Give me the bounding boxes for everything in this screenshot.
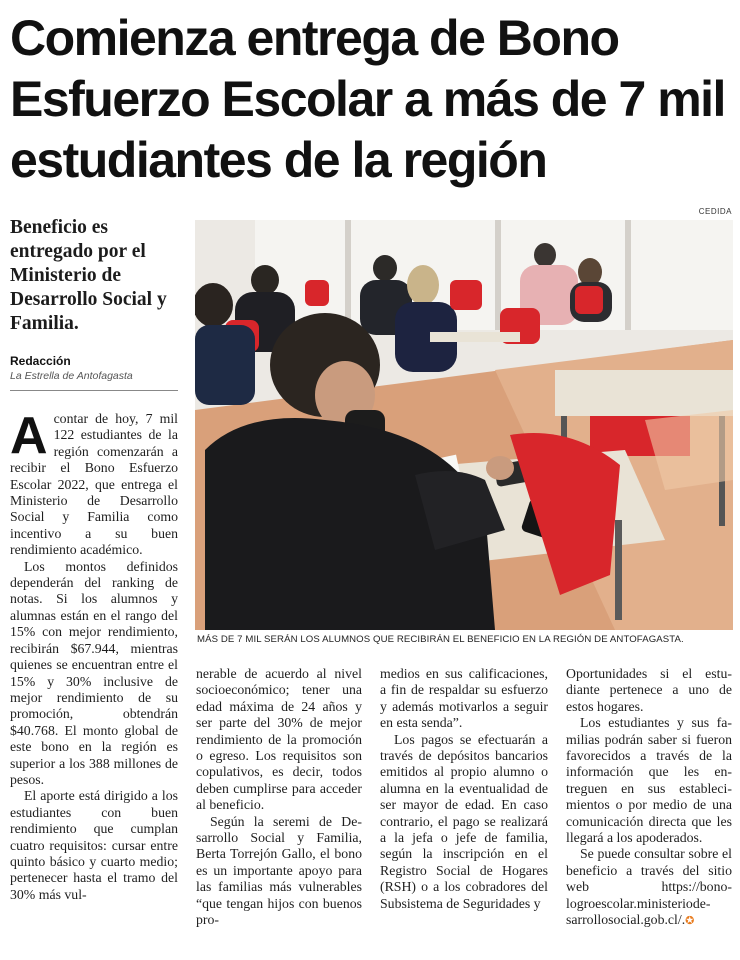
paragraph: Los montos definidos dependerán del ranking de notas. Si los alumnos y alumnas están en el rango del 15% con mejor rendimiento, recibirán $67.944, mientras quienes se encuentran entre el 15% y 30% inclusive de mejor rendimiento de su promoción, obtendrán $40.768. El monto global de este bono en la región es superior a los 388 millones de pesos. [10,558,178,787]
paragraph: El aporte está dirigido a los estudiantes con buen rendimiento que cumplan cuatro requisitos: cursar entre quinto básico y cuarto medio; pertenecer hasta el tramo del 30% más vul- [10,788,178,902]
article-column-3 [380,666,548,912]
byline-divider [10,390,178,391]
classroom-illustration [195,220,733,630]
paragraph: Los pagos se efectuarán a través de depósitos bancarios emitidos al propio alumno o alumna en la eventualidad de ser mayor de edad. En caso contrario, el pago se realizará a la jefa o jefe de familia, según la inscripción en el Registro Social de Hogares (RSH) o a los cobradores del Subsistema de Seguridades y [380,731,548,911]
paragraph: Acontar de hoy, 7 mil 122 estudiantes de la región comenzarán a recibir el Bono Esfuerzo Escolar 2022, que entrega el Ministerio de Desarrollo Social y Familia como incentivo a su buen rendimiento académico. [10,407,178,558]
article-column-4 [566,666,732,930]
paragraph: Se puede consultar sobre el beneficio a través del sitio web https://bonologroescolar.ministeriodesarrollosocial.gob.cl/.✪ [566,846,732,928]
paragraph: Los estudiantes y sus familias podrán saber si fueron favorecidos a través de la información que les entreguen en sus establecimientos o por medio de una comunicación directa que les llegará a los apoderados. [566,715,732,846]
byline-author: Redacción [10,354,71,368]
drop-cap: A [10,407,48,465]
article-column-2 [196,666,362,929]
byline-outlet: La Estrella de Antofagasta [10,370,133,382]
end-mark-icon: ✪ [685,915,695,928]
paragraph: medios en sus calificaciones, a fin de respaldar su esfuerzo y además motivarlos a seguir en esta senda”. [380,666,548,731]
subheadline: Beneficio es entregado por el Ministerio de Desarrollo Social y Familia. [10,217,167,334]
paragraph: Oportunidades si el estudiante pertenece a uno de estos hogares. [566,666,732,714]
photo-caption: MÁS DE 7 MIL SERÁN LOS ALUMNOS QUE RECIBIRÁN EL BENEFICIO EN LA REGIÓN DE ANTOFAGASTA. [197,634,684,645]
article-column-1 [10,407,178,903]
photo-credit: CEDIDA [698,207,732,216]
article-photo [195,220,733,630]
headline: Comienza entrega de Bono Esfuerzo Escolar a más de 7 mil estudiantes de la región [10,10,725,188]
paragraph: nerable de acuerdo al nivel socioeconómico; tener una edad máxima de 24 años y ser parte del 30% de mejor rendimiento de la promoción o egreso. Los requisitos son copulativos, es decir, todos deben cumplirse para acceder al beneficio. [196,666,362,813]
paragraph: Según la seremi de Desarrollo Social y Familia, Berta Torrejón Gallo, el bono es un importante apoyo para las familias más vulnerables “que tengan hijos con buenos pro- [196,813,362,928]
